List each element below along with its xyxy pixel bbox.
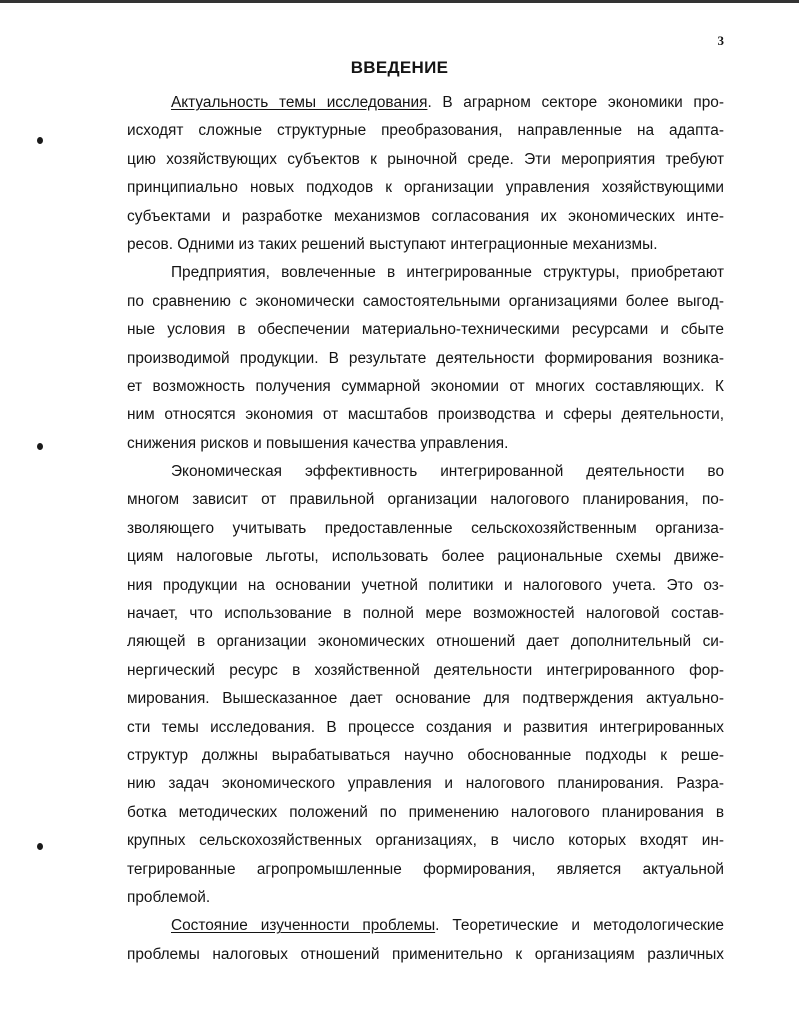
top-border-line — [0, 0, 799, 3]
text-line: ресов. Одними из таких решений выступают интеграционные механизмы. — [127, 235, 658, 253]
text-line: Экономическая эффективность интегрированной деятельности во — [171, 463, 724, 481]
text-line: мирования. Вышесказанное дает основание для подтверждения актуально- — [127, 690, 724, 708]
text-line: производимой продукции. В результате деятельности формирования возника- — [127, 349, 724, 367]
text-line: снижения рисков и повышения качества управления. — [127, 434, 509, 452]
text-line: нергический ресурс в хозяйственной деятельности интегрированного фор- — [127, 661, 724, 679]
page-title: ВВЕДЕНИЕ — [350, 58, 449, 77]
text-line: цию хозяйствующих субъектов к рыночной среде. Эти мероприятия требуют — [127, 150, 724, 168]
text-line: нию задач экономического управления и налогового планирования. Разра- — [127, 775, 724, 793]
margin-mark — [37, 137, 43, 144]
text-line: ботка методических положений по применению налогового планирования в — [127, 803, 724, 821]
page-number: 3 — [717, 33, 724, 48]
text-line: циям налоговые льготы, использовать более рациональные схемы движе- — [127, 548, 724, 566]
text-line: тегрированные агропромышленные формирования, является актуальной — [127, 860, 724, 878]
text-line: крупных сельскохозяйственных организациях, в число которых входят ин- — [127, 832, 724, 850]
text-line: структур должны вырабатываться научно обоснованные подходы к реше- — [127, 746, 724, 764]
text-line: ет возможность получения суммарной экономии от многих составляющих. К — [127, 377, 724, 395]
text-line: начает, что использование в полной мере возможностей налоговой состав- — [127, 605, 724, 623]
text-line: Предприятия, вовлеченные в интегрированные структуры, приобретают — [171, 264, 724, 282]
text-line: ляющей в организации экономических отношений дает дополнительный си- — [127, 633, 724, 651]
text-line: субъектами и разработке механизмов согласования их экономических инте- — [127, 207, 724, 225]
text-line: сти темы исследования. В процессе создания и развития интегрированных — [127, 718, 724, 736]
section-heading-relevance: Актуальность темы исследования — [171, 94, 428, 111]
margin-mark — [37, 443, 43, 450]
text-line: зволяющего учитывать предоставленные сельскохозяйственным организа- — [127, 519, 724, 537]
text-line: исходят сложные структурные преобразования, направленные на адапта- — [127, 122, 724, 140]
document-body — [127, 89, 724, 969]
text-line: проблемы налоговых отношений применительно к организациям различных — [127, 945, 724, 963]
text-line: принципиально новых подходов к организации управления хозяйствующими — [127, 179, 724, 197]
text-line: многом зависит от правильной организации налогового планирования, по- — [127, 491, 724, 509]
text-line: Актуальность темы исследования. В аграрном секторе экономики про- — [171, 94, 724, 111]
text-line: проблемой. — [127, 888, 211, 906]
text-line: по сравнению с экономически самостоятельными организациями более выгод- — [127, 292, 724, 310]
text-line: ные условия в обеспечении материально-техническими ресурсами и сбыте — [127, 321, 724, 339]
text-line: Состояние изученности проблемы. Теоретические и методологические — [171, 917, 724, 935]
text-line: ния продукции на основании учетной политики и налогового учета. Это оз- — [127, 576, 724, 594]
margin-mark — [37, 843, 43, 850]
section-heading-state-of-research: Состояние изученности проблемы — [171, 917, 436, 935]
text-line: ним относятся экономия от масштабов производства и сферы деятельности, — [127, 406, 724, 424]
